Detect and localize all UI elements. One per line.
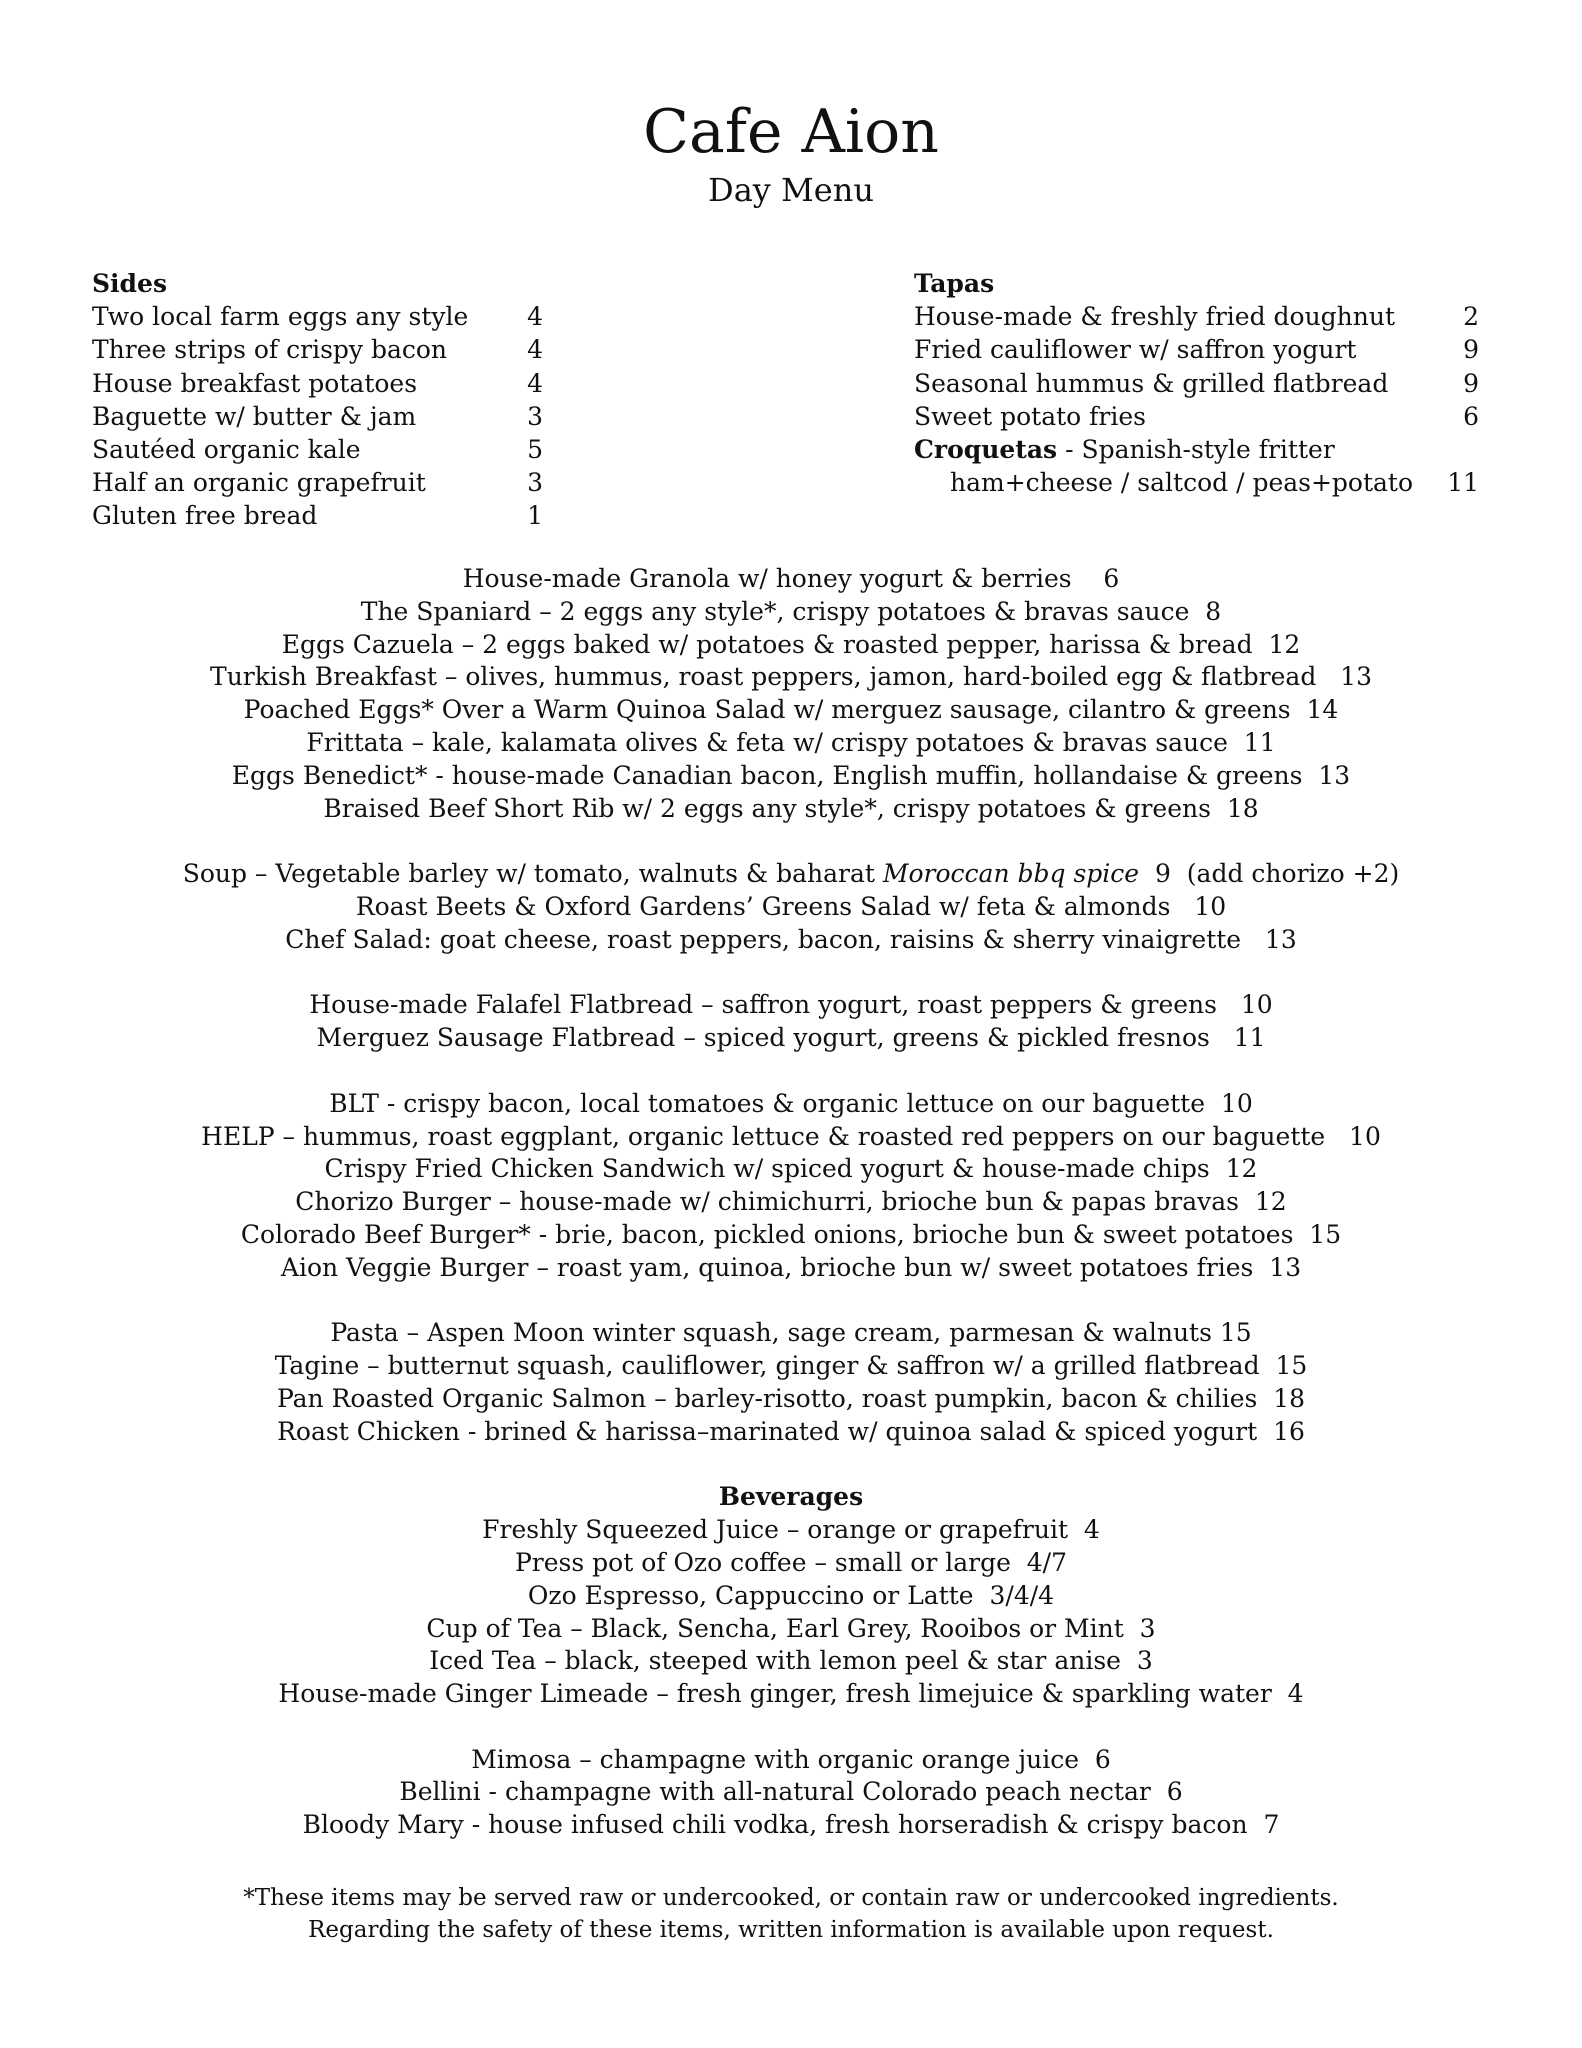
item-price: 3 — [527, 401, 543, 431]
soup-line — [0, 858, 1582, 891]
main-menu — [0, 563, 1582, 1842]
menu-line: Chef Salad: goat cheese, roast peppers, bacon, raisins & sherry vinaigrette 13 — [285, 924, 1297, 954]
menu-line: Roast Beets & Oxford Gardens’ Greens Salad w/ feta & almonds 10 — [355, 891, 1227, 921]
soup-salad-group — [0, 858, 1582, 956]
menu-line: Pasta – Aspen Moon winter squash, sage cream, parmesan & walnuts 15 — [330, 1318, 1252, 1348]
tapas-item — [914, 367, 1479, 400]
sides-item — [92, 466, 543, 499]
menu-line: Aion Veggie Burger – roast yam, quinoa, brioche bun w/ sweet potatoes fries 13 — [280, 1252, 1302, 1282]
tapas-item — [914, 333, 1479, 366]
menu-line: Eggs Cazuela – 2 eggs baked w/ potatoes & roasted pepper, harissa & bread 12 — [281, 629, 1301, 659]
menu-title: Cafe Aion — [643, 97, 939, 167]
item-name: Seasonal hummus & grilled flatbread — [914, 368, 1389, 398]
menu-line: The Spaniard – 2 eggs any style*, crispy potatoes & bravas sauce 8 — [360, 596, 1222, 626]
tapas-item — [914, 300, 1479, 333]
sides-item — [92, 367, 543, 400]
croquetas-item — [914, 433, 1489, 466]
menu-line: Merguez Sausage Flatbread – spiced yogurt, greens & pickled fresnos 11 — [316, 1023, 1266, 1053]
beverages-heading: Beverages — [718, 1482, 864, 1512]
sides-item — [92, 333, 543, 366]
soup-suffix: 9 (add chorizo +2) — [1139, 859, 1400, 889]
item-name: House-made & freshly fried doughnut — [914, 302, 1396, 332]
croquetas-desc: - Spanish-style fritter — [1057, 435, 1335, 465]
raw-food-disclaimer — [0, 1882, 1582, 1946]
item-price: 6 — [1463, 401, 1479, 431]
menu-line: Bellini - champagne with all-natural Colorado peach nectar 6 — [399, 1777, 1183, 1807]
item-price: 9 — [1463, 335, 1479, 365]
croquetas-price: 11 — [1447, 468, 1479, 498]
breakfast-group — [0, 563, 1582, 825]
sides-item — [92, 400, 543, 433]
item-price: 4 — [527, 302, 543, 332]
cocktails-group — [0, 1744, 1582, 1842]
menu-line: House-made Granola w/ honey yogurt & berries 6 — [462, 564, 1120, 593]
item-price: 4 — [527, 368, 543, 398]
croquetas-options: ham+cheese / saltcod / peas+potato — [950, 468, 1414, 498]
tapas-heading: Tapas — [914, 269, 995, 298]
item-price: 5 — [527, 435, 543, 465]
tapas-section — [914, 267, 1489, 499]
menu-line: Poached Eggs* Over a Warm Quinoa Salad w/ merguez sausage, cilantro & greens 14 — [243, 695, 1339, 725]
menu-line: Eggs Benedict* - house-made Canadian bacon, English muffin, hollandaise & greens 13 — [231, 760, 1351, 790]
menu-subtitle: Day Menu — [708, 171, 874, 209]
item-name: Sweet potato fries — [914, 401, 1146, 431]
sandwich-group — [0, 1088, 1582, 1285]
item-price: 2 — [1463, 302, 1479, 332]
sides-heading: Sides — [92, 269, 168, 298]
item-price: 4 — [527, 335, 543, 365]
item-price: 3 — [527, 468, 543, 498]
menu-line: Press pot of Ozo coffee – small or large 4/7 — [514, 1547, 1068, 1577]
item-name: Three strips of crispy bacon — [92, 335, 448, 365]
menu-line: Cup of Tea – Black, Sencha, Earl Grey, Rooibos or Mint 3 — [426, 1613, 1156, 1643]
soup-prefix: Soup – Vegetable barley w/ tomato, walnuts & baharat — [182, 859, 883, 889]
item-price: 1 — [527, 501, 543, 531]
menu-line: Braised Beef Short Rib w/ 2 eggs any style*, crispy potatoes & greens 18 — [323, 793, 1259, 823]
soup-italic: Moroccan bbq spice — [882, 859, 1140, 889]
menu-line: Roast Chicken - brined & harissa–marinated w/ quinoa salad & spiced yogurt 16 — [277, 1416, 1305, 1446]
footnote-line: *These items may be served raw or undercooked, or contain raw or undercooked ingredients. — [243, 1885, 1339, 1911]
menu-line: Mimosa – champagne with organic orange juice 6 — [471, 1744, 1111, 1774]
beverages-group — [0, 1481, 1582, 1711]
sides-item — [92, 433, 543, 466]
menu-line: HELP – hummus, roast eggplant, organic lettuce & roasted red peppers on our baguette 10 — [201, 1121, 1381, 1151]
item-name: Sautéed organic kale — [92, 435, 361, 465]
mains-group — [0, 1317, 1582, 1448]
menu-line: Pan Roasted Organic Salmon – barley-risotto, roast pumpkin, bacon & chilies 18 — [276, 1383, 1306, 1413]
sides-item — [92, 499, 543, 532]
menu-line: Bloody Mary - house infused chili vodka, fresh horseradish & crispy bacon 7 — [302, 1810, 1280, 1840]
item-name: Baguette w/ butter & jam — [92, 401, 417, 431]
item-name: Gluten free bread — [92, 501, 318, 531]
menu-line: Frittata – kale, kalamata olives & feta w/ crispy potatoes & bravas sauce 11 — [306, 727, 1276, 757]
menu-line: Crispy Fried Chicken Sandwich w/ spiced yogurt & house-made chips 12 — [324, 1154, 1258, 1184]
item-name: House breakfast potatoes — [92, 368, 418, 398]
menu-line: Tagine – butternut squash, cauliflower, ginger & saffron w/ a grilled flatbread 15 — [274, 1351, 1308, 1381]
menu-line: Freshly Squeezed Juice – orange or grapefruit 4 — [482, 1515, 1100, 1545]
menu-line: Ozo Espresso, Cappuccino or Latte 3/4/4 — [527, 1580, 1055, 1610]
menu-line: Iced Tea – black, steeped with lemon peel & star anise 3 — [429, 1646, 1153, 1676]
menu-line: House-made Ginger Limeade – fresh ginger, fresh limejuice & sparkling water 4 — [278, 1679, 1304, 1709]
menu-line: Chorizo Burger – house-made w/ chimichurri, brioche bun & papas bravas 12 — [295, 1187, 1287, 1217]
item-price: 9 — [1463, 368, 1479, 398]
item-name: Two local farm eggs any style — [92, 302, 469, 332]
menu-line: BLT - crispy bacon, local tomatoes & organic lettuce on our baguette 10 — [329, 1088, 1253, 1118]
item-name: Half an organic grapefruit — [92, 468, 426, 498]
croquetas-name: Croquetas — [914, 435, 1058, 465]
sides-item — [92, 300, 543, 333]
footnote-line: Regarding the safety of these items, written information is available upon request. — [308, 1917, 1274, 1943]
item-name: Fried cauliflower w/ saffron yogurt — [914, 335, 1357, 365]
tapas-item — [914, 400, 1479, 433]
croquetas-options-row — [914, 466, 1479, 499]
menu-line: House-made Falafel Flatbread – saffron yogurt, roast peppers & greens 10 — [309, 990, 1273, 1020]
menu-line: Turkish Breakfast – olives, hummus, roast peppers, jamon, hard-boiled egg & flatbread 13 — [210, 662, 1372, 692]
flatbread-group — [0, 989, 1582, 1055]
menu-line: Colorado Beef Burger* - brie, bacon, pickled onions, brioche bun & sweet potatoes 15 — [240, 1219, 1342, 1249]
sides-section — [92, 267, 552, 533]
